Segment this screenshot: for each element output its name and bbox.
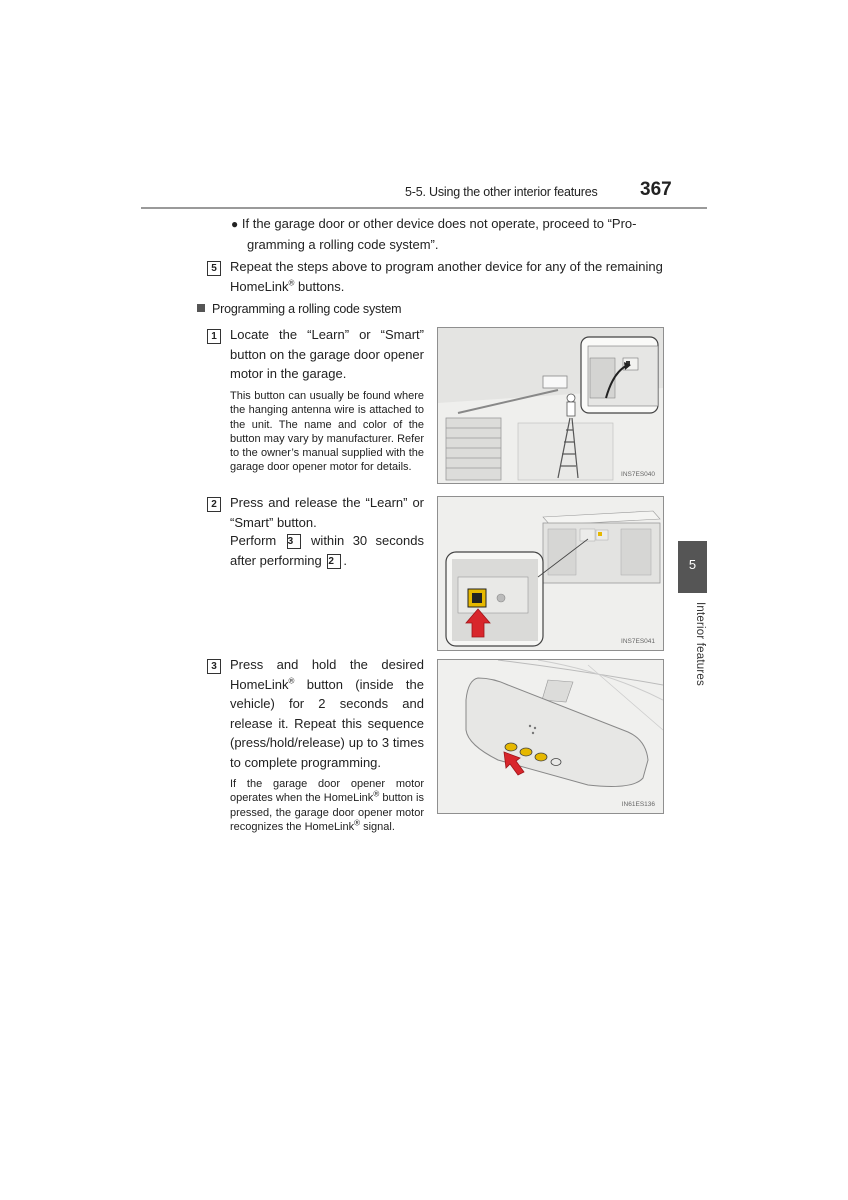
chapter-title-vertical: Interior features [694,602,706,686]
figure-3-code: IN61ES136 [621,801,655,808]
step-1-number: 1 [207,327,221,345]
figure-garage-opener [437,327,664,484]
step-2-number: 2 [207,495,221,513]
step-5-line2: HomeLink® buttons. [230,278,345,294]
learn-button-illustration [438,497,663,650]
chapter-tab: 5 [678,541,707,593]
figure-1-code: INS7ES040 [621,471,655,478]
step-5-text [230,257,670,296]
mirror-illustration [438,660,663,813]
section-title: 5-5. Using the other interior features [405,185,598,199]
step-3-text: Press and hold the desired HomeLink® button (inside the vehicle) for 2 seconds and release it. Repeat this sequence (press/hold/release) up to 3 times to complete programming. [230,657,424,770]
step-2-text: Press and release the “Learn” or “Smart” button. [230,495,424,530]
bullet-text-line2: gramming a rolling code system”. [247,236,439,252]
step-3-note: If the garage door opener motor operates when the HomeLink® button is pressed, the garage door opener motor recognizes the HomeLink® signal. [230,778,425,833]
figure-homelink-mirror [437,659,664,814]
intro-bullet [231,214,671,254]
bullet-dot-icon: ● [231,217,239,231]
step-5-line1: Repeat the steps above to program another device for any of the remaining [230,259,663,274]
square-bullet-icon [197,304,205,312]
page-number: 367 [640,179,672,200]
step-5-number: 5 [207,259,221,277]
step-1-text: Locate the “Learn” or “Smart” button on the garage door opener motor in the garage. [230,327,424,381]
section-heading: Programming a rolling code system [197,300,401,320]
header-divider [141,207,707,209]
garage-illustration [438,328,663,483]
step-ref-2: 2 [327,554,341,569]
step-2-perform: Perform 3 within 30 seconds after performing 2 . [230,533,424,568]
bullet-text-line1: If the garage door or other device does not operate, proceed to “Pro- [241,216,637,231]
figure-2-code: INS7ES041 [621,638,655,645]
figure-learn-button [437,496,664,651]
step-3-number: 3 [207,657,221,675]
step-ref-3: 3 [287,534,301,549]
step-1-note: This button can usually be found where the hanging antenna wire is attached to the unit. The name and color of the button may vary by manufacturer. Refer to the owner’s manual supplied with the garage door opener motor for details. [230,390,424,474]
